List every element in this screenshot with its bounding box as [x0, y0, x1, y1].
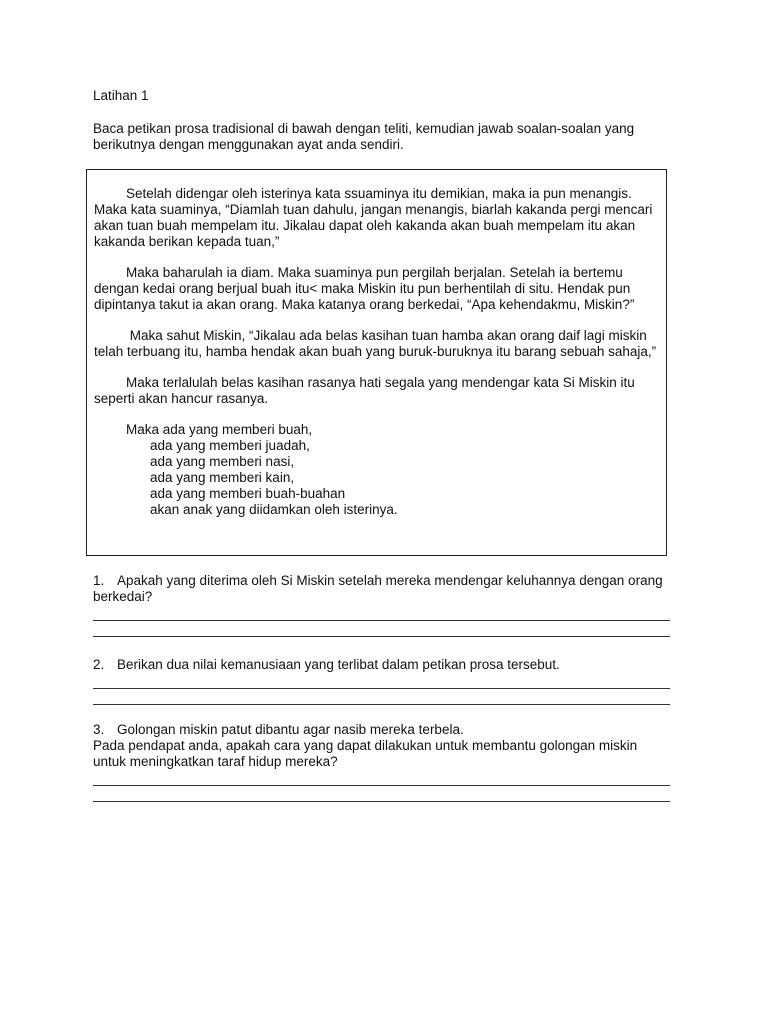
question-3-text [93, 722, 673, 738]
worksheet-title: Latihan 1 [93, 88, 149, 103]
question-3-number: 3. [93, 722, 105, 737]
poem-line: ada yang memberi buah-buahan [150, 486, 346, 501]
answer-line[interactable] [93, 801, 670, 802]
answer-line[interactable] [93, 620, 670, 621]
poem-line: akan anak yang diidamkan oleh isterinya. [150, 502, 398, 517]
poem-line: Maka ada yang memberi buah, [126, 422, 313, 437]
poem-line: ada yang memberi nasi, [150, 454, 295, 469]
question-2-body: Berikan dua nilai kemanusiaan yang terlibat dalam petikan prosa tersebut. [117, 657, 560, 672]
answer-line[interactable] [93, 704, 670, 705]
passage-paragraph-1 [94, 186, 660, 250]
poem-line: ada yang memberi kain, [150, 470, 295, 485]
instruction-text: Baca petikan prosa tradisional di bawah dengan teliti, kemudian jawab soalan-soalan yang berikutnya dengan menggunakan ayat anda sendiri. [93, 121, 635, 152]
passage-paragraph-2-text: Maka baharulah ia diam. Maka suaminya pun pergilah berjalan. Setelah ia bertemu dengan kedai orang berjual buah itu< maka Miskin itu pun berhentilah di situ. Hendak pun dipintanya takut ia akan orang. Maka katanya orang berkedai, “Apa kehendakmu, Miskin?” [94, 265, 635, 312]
passage-paragraph-3 [94, 328, 660, 360]
question-2 [93, 657, 673, 705]
poem-line: ada yang memberi juadah, [150, 438, 310, 453]
passage-paragraph-3-text: Maka sahut Miskin, “Jikalau ada belas kasihan tuan hamba akan orang daif lagi miskin telah terbuang itu, hamba hendak akan buah yang buruk-buruknya itu barang sebuah sahaja,” [94, 328, 657, 359]
passage-content [94, 186, 660, 518]
question-1-text [93, 573, 673, 605]
answer-line[interactable] [93, 688, 670, 689]
passage-paragraph-4 [94, 375, 660, 407]
question-3-body: Golongan miskin patut dibantu agar nasib mereka terbela. [117, 722, 464, 737]
passage-paragraph-4-text: Maka terlalulah belas kasihan rasanya hati segala yang mendengar kata Si Miskin itu seperti akan hancur rasanya. [94, 375, 635, 406]
question-3 [93, 722, 673, 802]
question-2-number: 2. [93, 657, 105, 672]
question-1-body: Apakah yang diterima oleh Si Miskin setelah mereka mendengar keluhannya dengan orang berkedai? [93, 573, 663, 604]
answer-line[interactable] [93, 785, 670, 786]
passage-poem [94, 422, 660, 518]
passage-paragraph-2 [94, 265, 660, 313]
question-3-text-2: Pada pendapat anda, apakah cara yang dapat dilakukan untuk membantu golongan miskin untuk meningkatkan taraf hidup mereka? [93, 738, 638, 769]
answer-line[interactable] [93, 636, 670, 637]
passage-box [86, 169, 667, 556]
question-2-text [93, 657, 673, 673]
passage-paragraph-1-text: Setelah didengar oleh isterinya kata ssuaminya itu demikian, maka ia pun menangis. Maka kata suaminya, “Diamlah tuan dahulu, jangan menangis, biarlah kakanda pergi mencari akan tuan buah mempelam itu. Jikalau dapat oleh kakanda akan buah mempelam itu akan kakanda berikan kepada tuan,” [94, 186, 653, 249]
question-1 [93, 573, 673, 637]
question-1-number: 1. [93, 573, 105, 588]
